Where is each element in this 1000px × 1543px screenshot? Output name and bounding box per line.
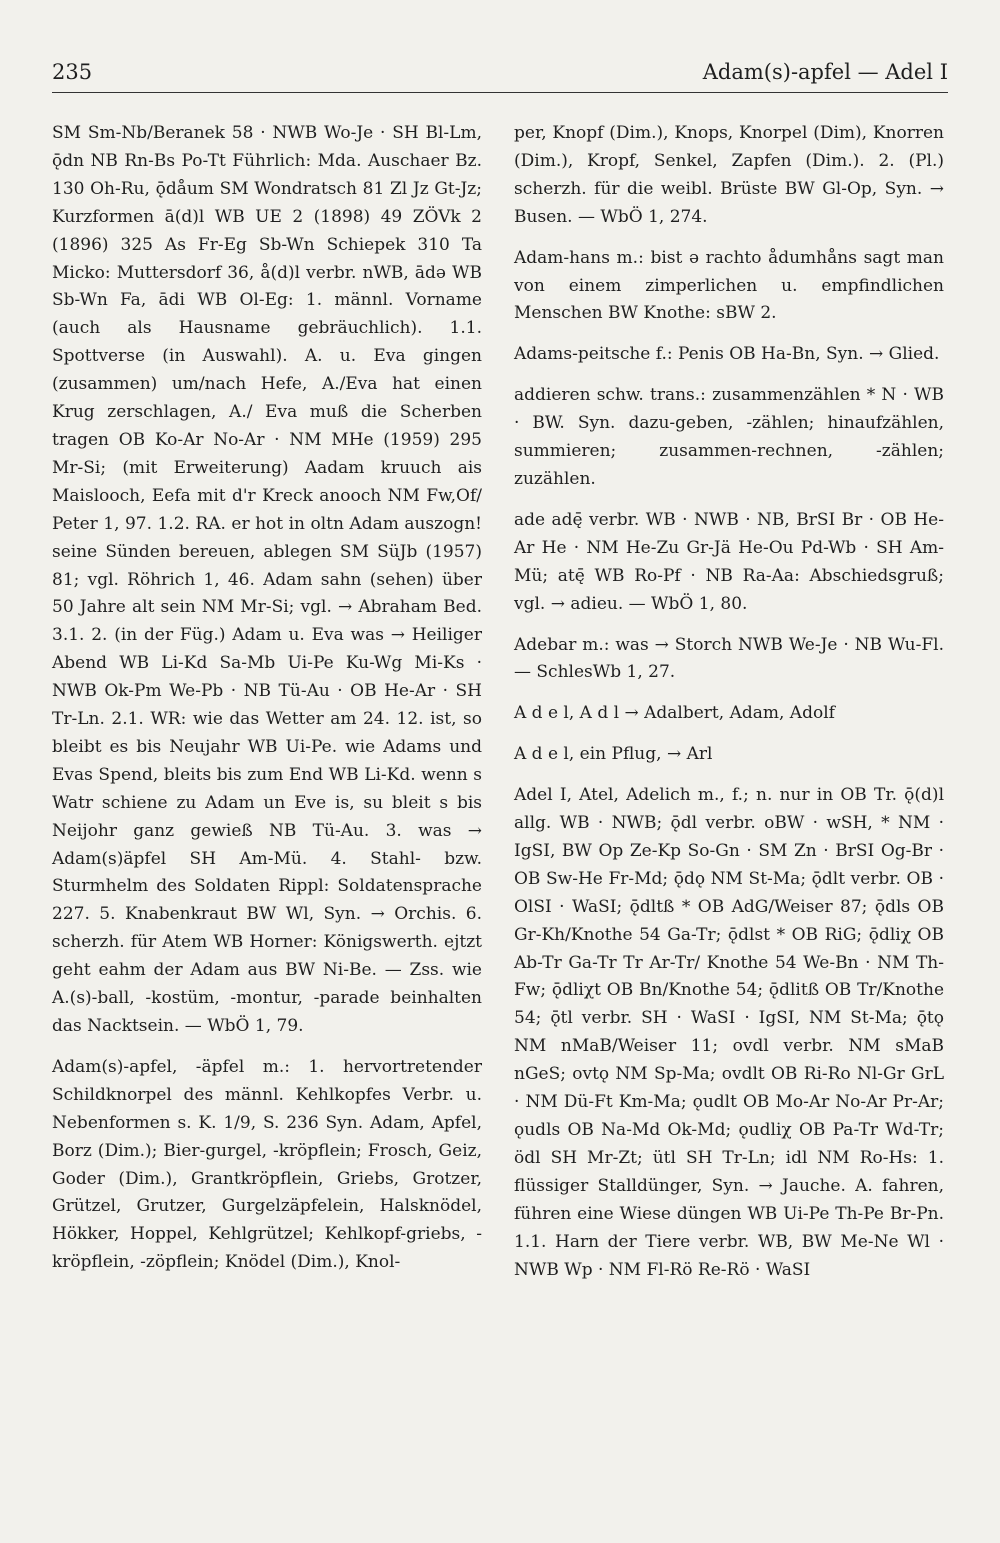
entry-ade: ade adę̄ verbr. WB · NWB · NB, BrSI Br · OB He-Ar He · NM He-Zu Gr-Jä He-Ou Pd-Wb · SH Am-Mü; atę̄ WB Ro-Pf · NB Ra-Aa: Abschiedsgruß; vgl. → adieu. — WbÖ 1, 80. (514, 509, 944, 614)
entry-gap (514, 619, 944, 632)
header-rule (52, 92, 948, 93)
entry-adel-pflug: A d e l, ein Pflug, → Arl (514, 744, 713, 765)
page-number: 235 (52, 60, 93, 84)
running-head: Adam(s)-apfel — Adel I (702, 60, 948, 84)
entry-gap (52, 1041, 482, 1054)
right-column (514, 120, 944, 1284)
entry-gap (514, 369, 944, 382)
entry-gap (514, 232, 944, 245)
entry-adel-adl: A d e l, A d l → Adalbert, Adam, Adolf (514, 703, 835, 724)
entry-adel-i: Adel I, Atel, Adelich m., f.; n. nur in OB Tr. ǭ(d)l allg. WB · NWB; ǭdl verbr. oBW · wSH, * NM · IgSI, BW Op Ze-Kp So-Gn · SM Zn · BrSI Og-Br · OB Sw-He Fr-Md; ǭdǫ NM St-Ma; ǭdlt verbr. OB · OlSI · WaSI; ǭdltß * OB AdG/Weiser 87; ǭdls OB Gr-Kh/Knothe 54 Ga-Tr; ǭdlst * OB RiG; ǭdliχ OB Ab-Tr Ga-Tr Tr Ar-Tr/ Knothe 54 We-Bn · NM Th-Fw; ǭdliχt OB Bn/Knothe 54; ǭdlitß OB Tr/Knothe 54; ǭtl verbr. SH · WaSI · IgSI, NM St-Ma; ǭtǫ NM nMaB/Weiser 11; ovdl verbr. NM sMaB nGeS; ovtǫ NM Sp-Ma; ovdlt OB Ri-Ro Nl-Gr GrL · NM Dü-Ft Km-Ma; ǫudlt OB Mo-Ar No-Ar Pr-Ar; ǫudls OB Na-Md Ok-Md; ǫudliχ OB Pa-Tr Wd-Tr; ödl SH Mr-Zt; ütl SH Tr-Ln; idl NM Ro-Hs: 1. flüssiger Stalldünger, Syn. → Jauche. A. fahren, führen eine Wiese düngen WB Ui-Pe Th-Pe Br-Pn. 1.1. Harn der Tiere verbr. WB, BW Me-Ne Wl · NWB Wp · NM Fl-Rö Re-Rö · WaSI (514, 785, 944, 1280)
entry-adebar: Adebar m.: was → Storch NWB We-Je · NB Wu-Fl. — SchlesWb 1, 27. (514, 634, 944, 683)
entry-addieren: addieren schw. trans.: zusammenzählen * N · WB · BW. Syn. dazu-geben, -zählen; hinaufzählen, summieren; zusammen-rechnen, -zählen; zuzählen. (514, 385, 944, 489)
entry-adam-hans: Adam-hans m.: bist ə rachto ådumhåns sagt man von einem zimperlichen u. empfindlichen Menschen BW Knothe: sBW 2. (514, 247, 944, 324)
entry-gap (514, 494, 944, 507)
entry-gap (514, 328, 944, 341)
entry-adams-apfel-continued: per, Knopf (Dim.), Knops, Knorpel (Dim), Knorren (Dim.), Kropf, Senkel, Zapfen (Dim.). 2. (Pl.) scherzh. für die weibl. Brüste BW Gl-Op, Syn. → Busen. — WbÖ 1, 274. (514, 123, 944, 227)
entry-adam-continued: SM Sm-Nb/Beranek 58 · NWB Wo-Je · SH Bl-Lm, ǭdn NB Rn-Bs Po-Tt Führlich: Mda. Auschaer Bz. 130 Oh-Ru, ǭdåum SM Wondratsch 81 Zl Jz Gt-Jz; Kurzformen ā(d)l WB UE 2 (1898) 49 ZÖVk 2 (1896) 325 As Fr-Eg Sb-Wn Schiepek 310 Ta Micko: Muttersdorf 36, å(d)l verbr. nWB, ādə WB Sb-Wn Fa, ādi WB Ol-Eg: 1. männl. Vorname (auch als Hausname gebräuchlich). 1.1. Spottverse (in Auswahl). A. u. Eva gingen (zusammen) um/nach Hefe, A./Eva hat einen Krug zerschlagen, A./ Eva muß die Scherben tragen OB Ko-Ar No-Ar · NM MHe (1959) 295 Mr-Si; (mit Erweiterung) Aadam kruuch ais Maislooch, Eefa mit d'r Kreck anooch NM Fw,Of/ Peter 1, 97. 1.2. RA. er hot in oltn Adam auszogn! seine Sünden bereuen, ablegen SM SüJb (1957) 81; vgl. Röhrich 1, 46. Adam sahn (sehen) über 50 Jahre alt sein NM Mr-Si; vgl. → Abraham Bed. 3.1. 2. (in der Füg.) Adam u. Eva was → Heiliger Abend WB Li-Kd Sa-Mb Ui-Pe Ku-Wg Mi-Ks · NWB Ok-Pm We-Pb · NB Tü-Au · OB He-Ar · SH Tr-Ln. 2.1. WR: wie das Wetter am 24. 12. ist, so bleibt es bis Neujahr WB Ui-Pe. wie Adams und Evas Spend, bleits bis zum End WB Li-Kd. wenn s Watr schiene zu Adam un Eve is, su bleit s bis Neijohr ganz gewieß NB Tü-Au. 3. was → Adam(s)äpfel SH Am-Mü. 4. Stahl- bzw. Sturmhelm des Soldaten Rippl: Soldatensprache 227. 5. Knabenkraut BW Wl, Syn. → Orchis. 6. scherzh. für Atem WB Horner: Königswerth. ejtzt geht eahm der Adam aus BW Ni-Be. — Zss. wie A.(s)-ball, -kostüm, -montur, -parade beinhalten das Nacktsein. — WbÖ 1, 79. (52, 123, 482, 1036)
entry-adams-apfel: Adam(s)-apfel, -äpfel m.: 1. hervortretender Schildknorpel des männl. Kehlkopfes Verbr. u. Nebenformen s. K. 1/9, S. 236 Syn. Adam, Apfel, Borz (Dim.); Bier-gurgel, -kröpflein; Frosch, Geiz, Goder (Dim.), Grantkröpflein, Griebs, Grotzer, Grützel, Grutzer, Gurgelzäpfelein, Halsknödel, Hökker, Hoppel, Kehlgrützel; Kehlkopf-griebs, -kröpflein, -zöpflein; Knödel (Dim.), Knol- (52, 1056, 482, 1273)
entry-adams-peitsche: Adams-peitsche f.: Penis OB Ha-Bn, Syn. → Glied. (514, 344, 940, 365)
left-column (52, 120, 482, 1277)
entry-gap (514, 728, 944, 741)
entry-gap (514, 687, 944, 700)
entry-gap (514, 769, 944, 782)
